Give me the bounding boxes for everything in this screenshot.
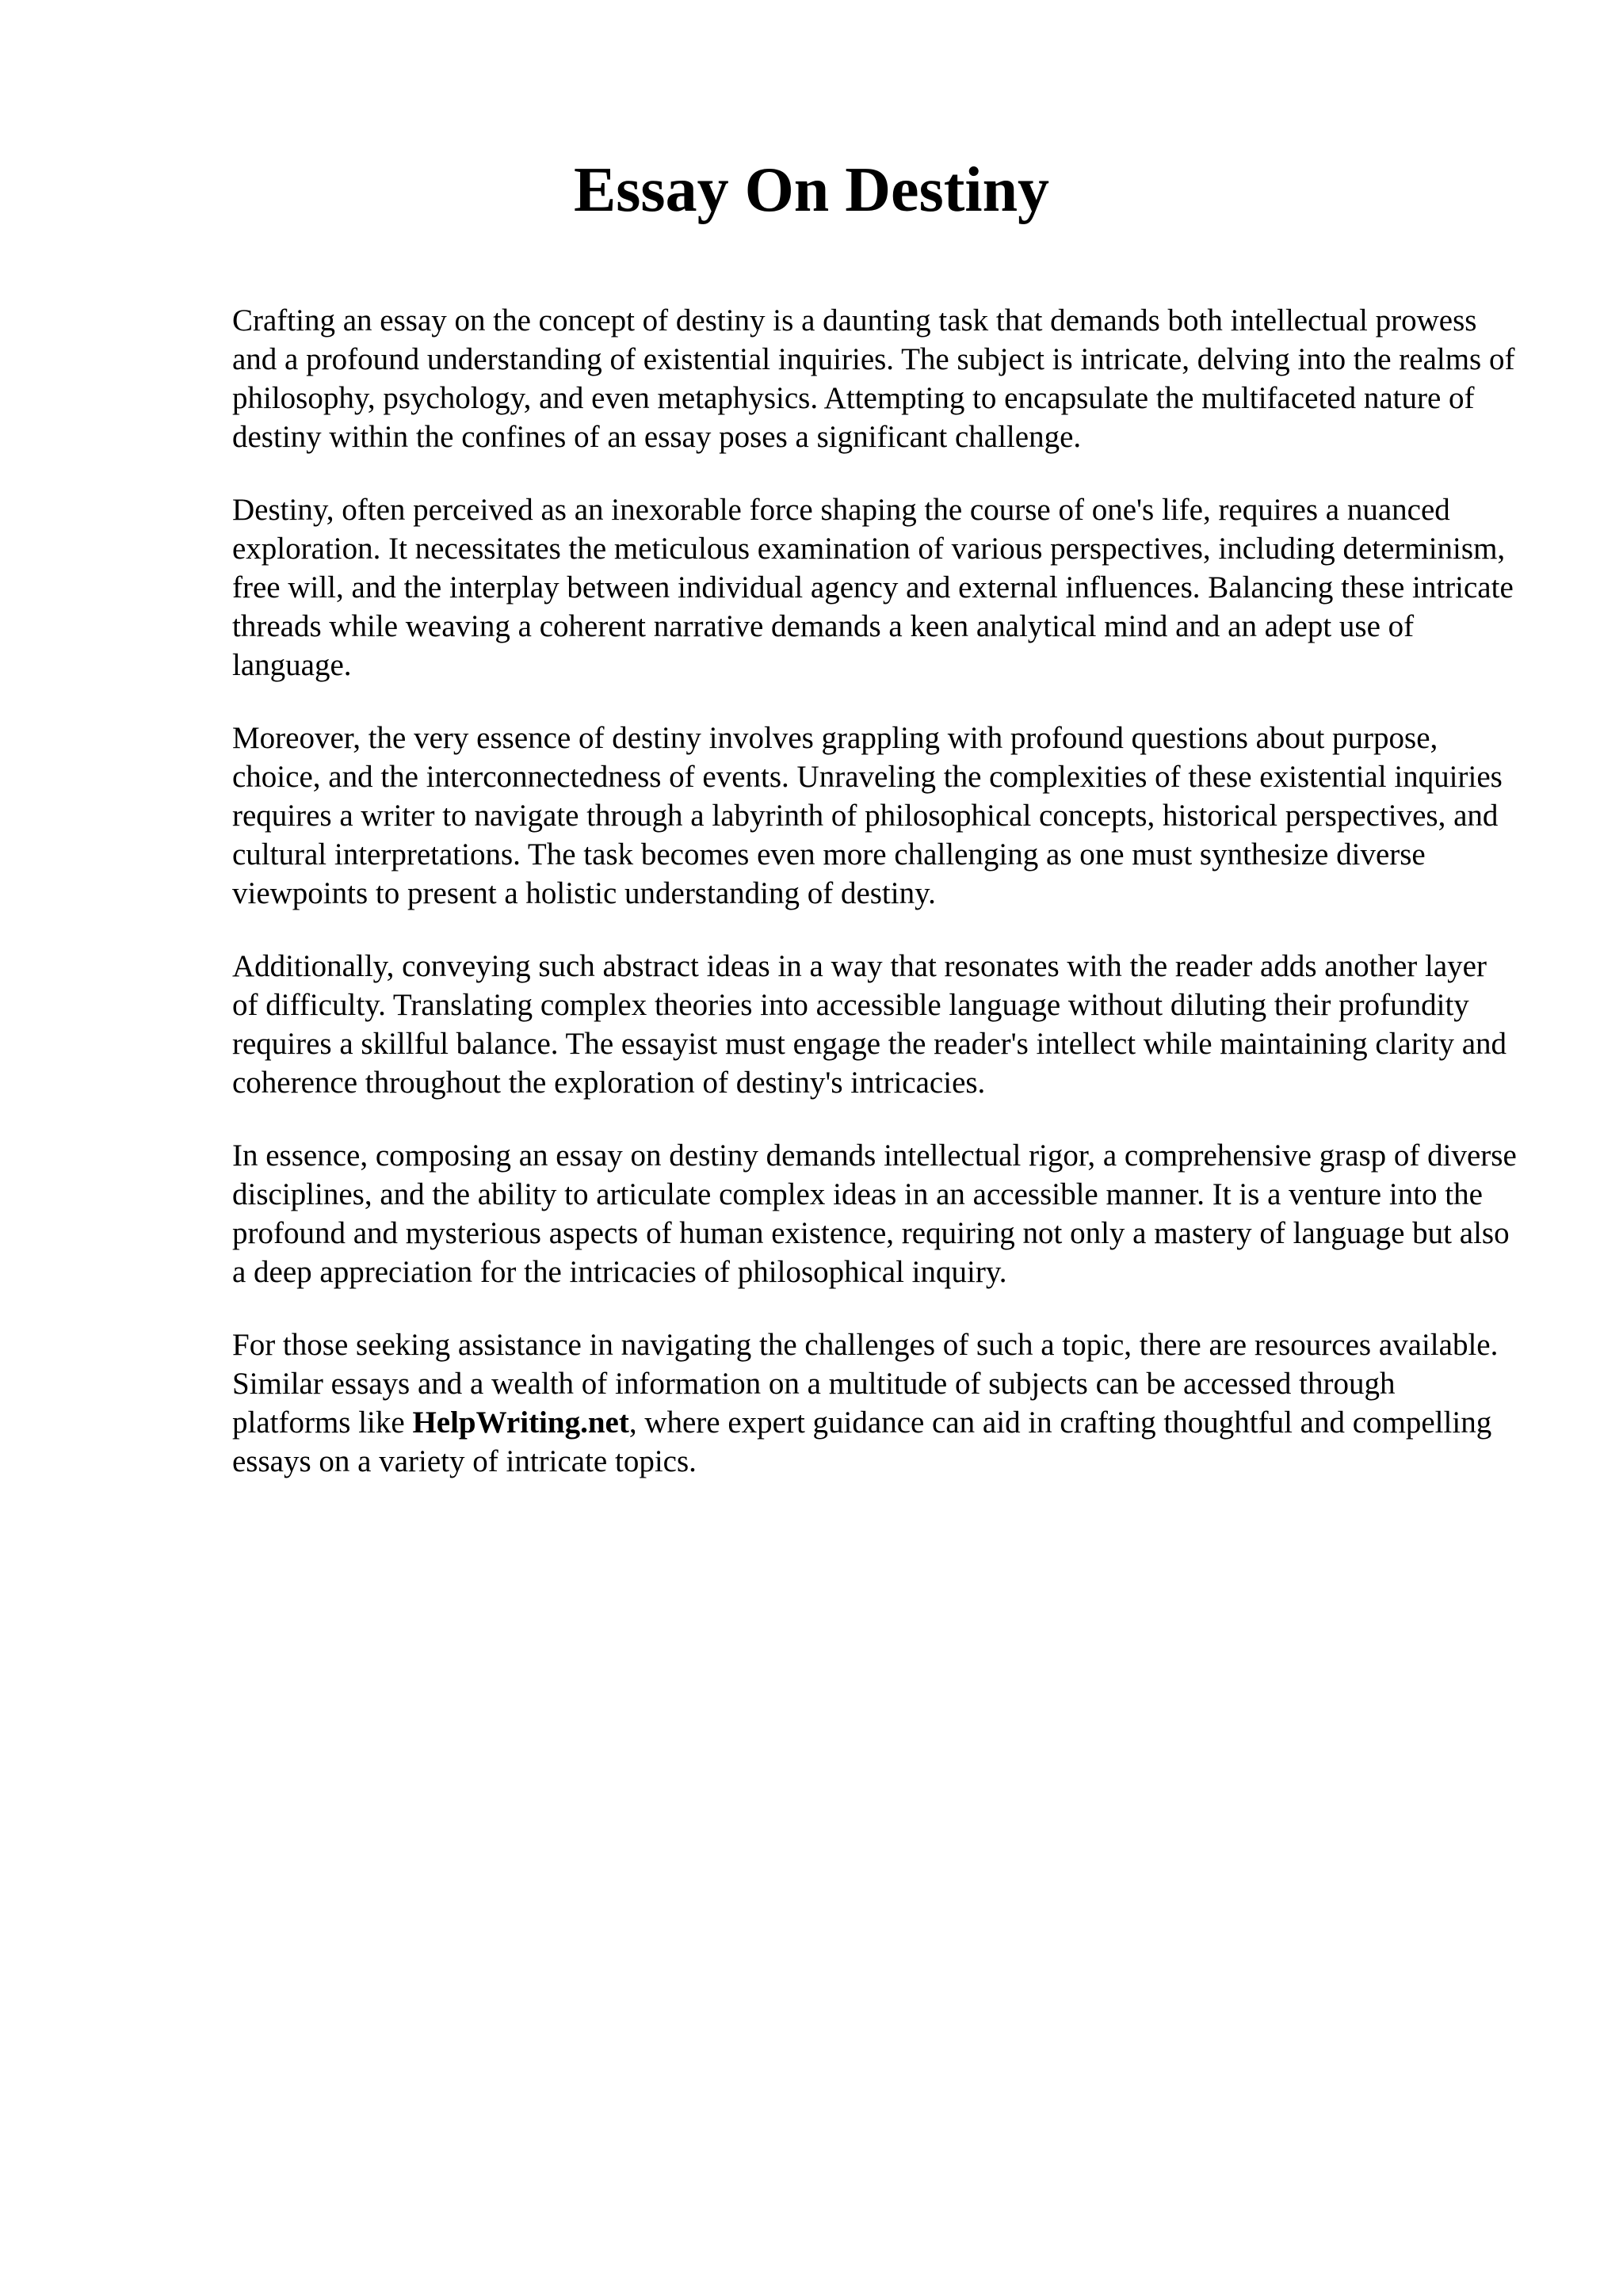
paragraph-3: Moreover, the very essence of destiny involves grappling with profound questions about purpose, choice, and the interconnectedness of events. Unraveling the complexities of these existential inquiries requires a writer to navigate through a labyrinth of philosophical concepts, historical perspectives, and cultural interpretations. The task becomes even more challenging as one must synthesize diverse viewpoints to present a holistic understanding of destiny. [232, 721, 1503, 910]
paragraph-2: Destiny, often perceived as an inexorable force shaping the course of one's life, requires a nuanced exploration. It necessitates the meticulous examination of various perspectives, including determinism, free will, and the interplay between individual agency and external influences. Balancing these intricate threads while weaving a coherent narrative demands a keen analytical mind and an adept use of language. [232, 493, 1514, 682]
closing-text-after-link: , where expert guidance can aid in crafting thoughtful and compelling essays on a variety of intricate topics. [232, 1405, 1492, 1478]
paragraph-1: Crafting an essay on the concept of destiny is a daunting task that demands both intellectual prowess and a profound understanding of existential inquiries. The subject is intricate, delving into the realms of philosophy, psychology, and even metaphysics. Attempting to encapsulate the multifaceted nature of destiny within the confines of an essay poses a significant challenge. [232, 303, 1515, 454]
page-title: Essay On Destiny [573, 155, 1050, 225]
essay-body [232, 301, 1520, 1515]
paragraph-5: In essence, composing an essay on destiny demands intellectual rigor, a comprehensive grasp of diverse disciplines, and the ability to articulate complex ideas in an accessible manner. It is a venture into the profound and mysterious aspects of human existence, requiring not only a mastery of language but also a deep appreciation for the intricacies of philosophical inquiry. [232, 1138, 1517, 1289]
paragraph-6 [232, 1325, 1520, 1481]
paragraph-4: Additionally, conveying such abstract ideas in a way that resonates with the reader adds another layer of difficulty. Translating complex theories into accessible language without diluting their profundity requires a skillful balance. The essayist must engage the reader's intellect while maintaining clarity and coherence throughout the exploration of destiny's intricacies. [232, 949, 1507, 1100]
helpwriting-link[interactable]: HelpWriting.net [412, 1405, 629, 1440]
closing-text-before-link: For those seeking assistance in navigating the challenges of such a topic, there are resources available. Similar essays and a wealth of information on a multitude of subjects can be accessed through platforms like [232, 1328, 1499, 1440]
